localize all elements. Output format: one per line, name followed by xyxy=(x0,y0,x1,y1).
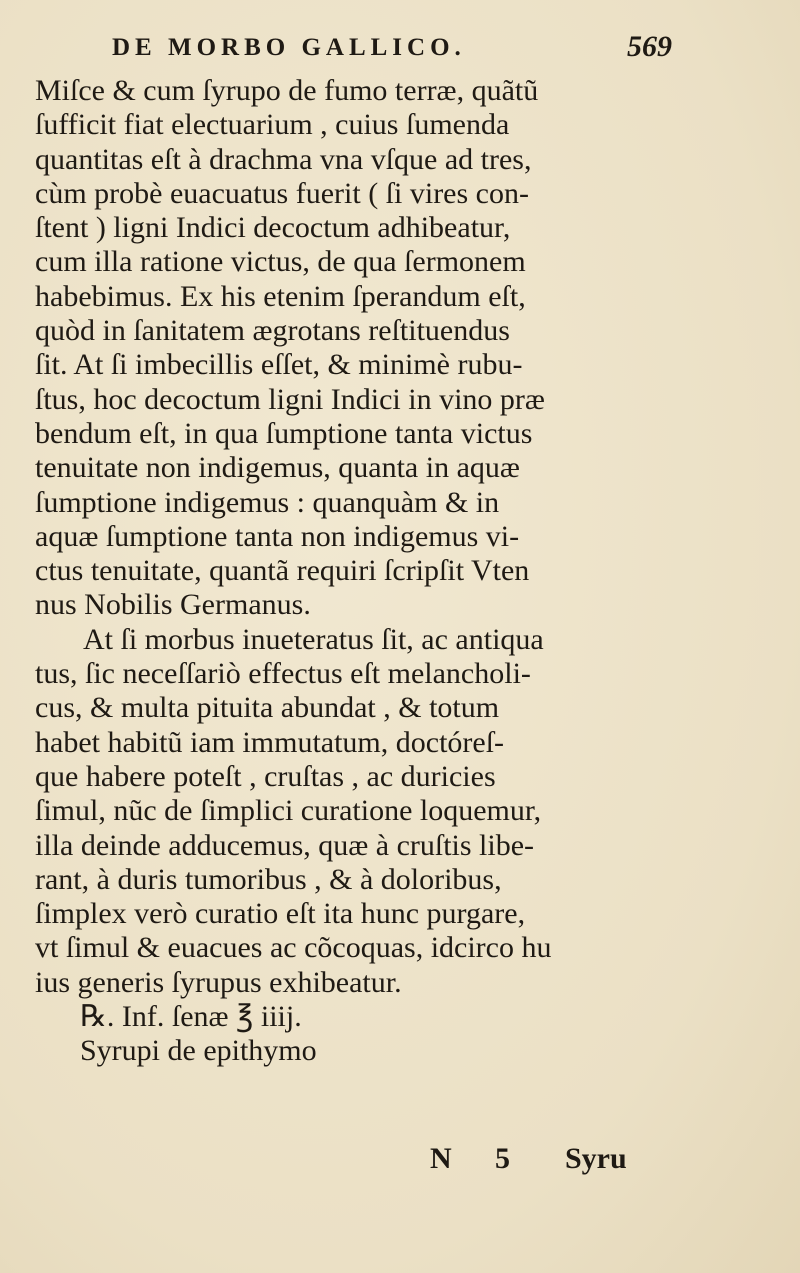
page-number: 569 xyxy=(627,30,672,63)
text-line: ſumptione indigemus : quanquàm & in xyxy=(35,485,500,519)
text-line: bendum eſt, in qua ſumptione tanta victus xyxy=(35,416,533,450)
text-line: At ſi morbus inueteratus ſit, ac antiqua xyxy=(83,622,544,656)
text-line: illa deinde adducemus, quæ à cruſtis libe- xyxy=(35,828,535,862)
text-line: habet habitũ iam immutatum, doctóreſ- xyxy=(35,725,505,759)
text-line: ſtus, hoc decoctum ligni Indici in vino præ xyxy=(35,382,545,416)
body-text xyxy=(35,74,635,1069)
catchline xyxy=(420,1142,650,1178)
text-line: rant, à duris tumoribus , & à doloribus, xyxy=(35,862,502,896)
text-line: tus, ſic neceſſariò effectus eſt melancholi- xyxy=(35,657,531,691)
text-line: cum illa ratione victus, de qua ſermonem xyxy=(35,245,526,279)
text-line: cus, & multa pituita abundat , & totum xyxy=(35,691,500,725)
text-line: cùm probè euacuatus fuerit ( ſi vires con- xyxy=(35,176,529,210)
text-line: tenuitate non indigemus, quanta in aquæ xyxy=(35,451,520,485)
text-line: ſimplex verò curatio eſt ita hunc purgare, xyxy=(35,897,526,931)
text-line: ſimul, nũc de ſimplici curatione loquemur, xyxy=(35,794,542,828)
recipe-line-1: ℞. Inf. ſenæ ℥ iiij. xyxy=(80,1000,302,1034)
running-title: DE MORBO GALLICO. xyxy=(112,34,466,61)
text-line: que habere poteſt , cruſtas , ac duricies xyxy=(35,759,496,793)
text-line: quòd in ſanitatem ægrotans reſtituendus xyxy=(35,314,510,348)
text-line: quantitas eſt à drachma vna vſque ad tres, xyxy=(35,142,532,176)
recipe-line-2: Syrupi de epithymo xyxy=(80,1034,317,1068)
catchword: Syru xyxy=(565,1142,627,1175)
signature-number: 5 xyxy=(495,1142,510,1175)
signature-mark: N xyxy=(430,1142,452,1175)
text-line: vt ſimul & euacues ac cõcoquas, idcirco hu xyxy=(35,931,552,965)
page-header xyxy=(112,30,672,70)
text-line: ſufficit fiat electuarium , cuius ſumenda xyxy=(35,108,510,142)
text-line: habebimus. Ex his etenim ſperandum eſt, xyxy=(35,279,526,313)
text-line: ius generis ſyrupus exhibeatur. xyxy=(35,965,402,999)
text-line: nus Nobilis Germanus. xyxy=(35,588,311,622)
text-line: aquæ ſumptione tanta non indigemus vi- xyxy=(35,519,520,553)
text-line: Miſce & cum ſyrupo de fumo terræ, quãtũ xyxy=(35,74,539,107)
text-line: ſtent ) ligni Indici decoctum adhibeatur, xyxy=(35,211,511,245)
text-line: ſit. At ſi imbecillis eſſet, & minimè rubu- xyxy=(35,348,523,382)
text-line: ctus tenuitate, quantã requiri ſcripſit Vten xyxy=(35,554,530,588)
